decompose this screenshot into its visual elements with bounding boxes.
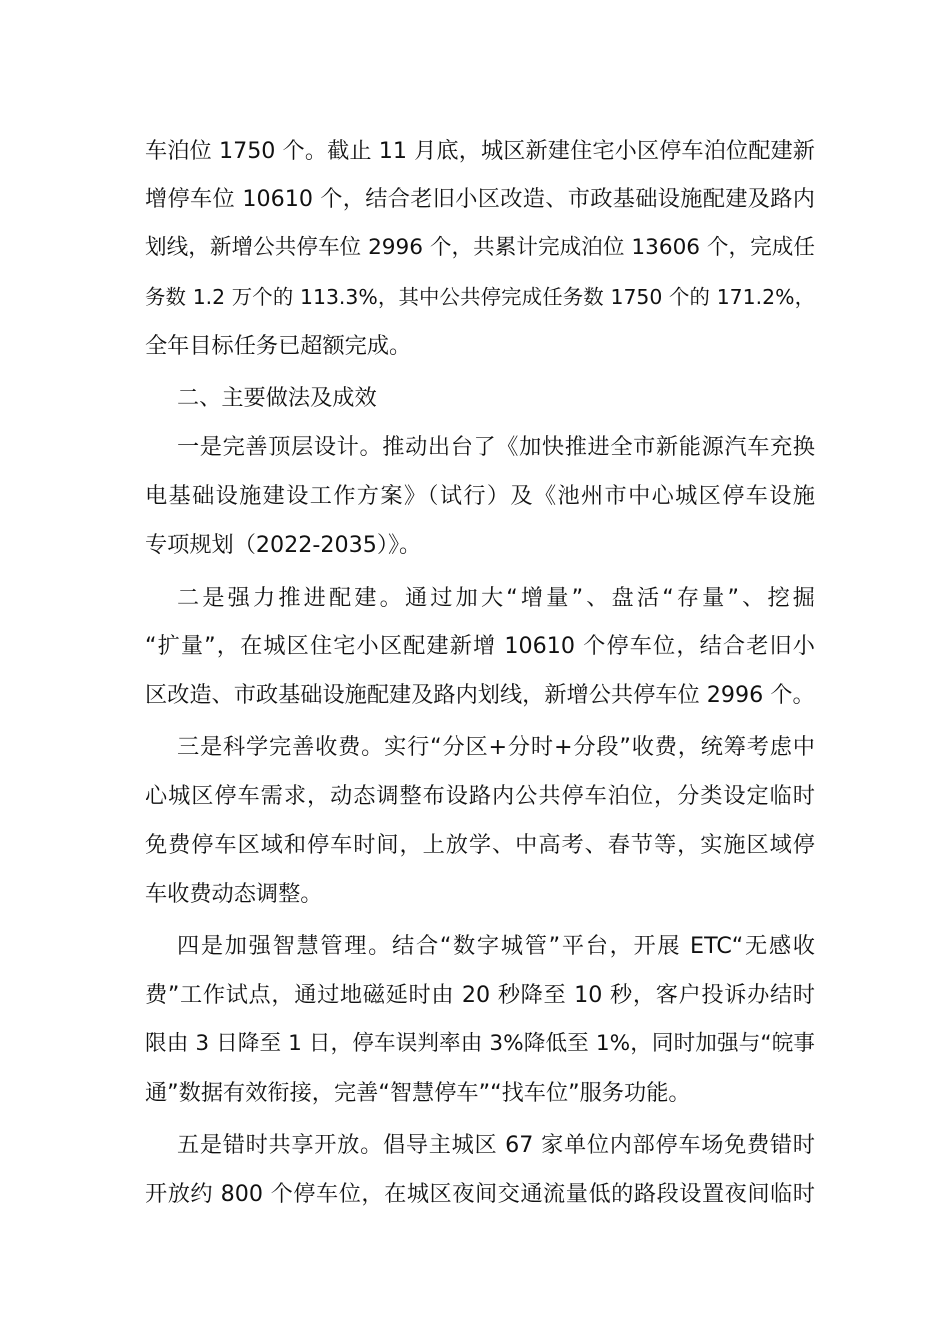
text-line: 三是科学完善收费。实行“分区+分时+分段”收费，统筹考虑中 bbox=[177, 734, 815, 760]
text-line: 一是完善顶层设计。推动出台了《加快推进全市新能源汽车充换 bbox=[177, 434, 815, 460]
text-line: 专项规划（2022-2035）》。 bbox=[145, 532, 422, 558]
text-line: 二是强力推进配建。通过加大“增量”、盘活“存量”、挖掘 bbox=[177, 585, 815, 611]
text-line: 限由 3 日降至 1 日，停车误判率由 3%降低至 1%，同时加强与“皖事 bbox=[145, 1031, 815, 1056]
text-line: 五是错时共享开放。倡导主城区 67 家单位内部停车场免费错时 bbox=[177, 1132, 815, 1158]
text-line: 电基础设施建设工作方案》（试行）及《池州市中心城区停车设施 bbox=[145, 483, 815, 509]
text-line: 全年目标任务已超额完成。 bbox=[145, 333, 412, 359]
text-line: 费”工作试点，通过地磁延时由 20 秒降至 10 秒，客户投诉办结时 bbox=[145, 982, 815, 1008]
text-line: 免费停车区域和停车时间，上放学、中高考、春节等，实施区域停 bbox=[145, 832, 815, 858]
section-heading: 二、主要做法及成效 bbox=[177, 385, 377, 411]
text-line: 划线，新增公共停车位 2996 个，共累计完成泊位 13606 个，完成任 bbox=[145, 235, 815, 260]
text-line: 开放约 800 个停车位，在城区夜间交通流量低的路段设置夜间临时 bbox=[145, 1181, 815, 1207]
text-line: “扩量”，在城区住宅小区配建新增 10610 个停车位，结合老旧小 bbox=[145, 633, 815, 659]
text-line: 通”数据有效衔接，完善“智慧停车”“找车位”服务功能。 bbox=[145, 1080, 691, 1106]
text-line: 区改造、市政基础设施配建及路内划线，新增公共停车位 2996 个。 bbox=[145, 682, 815, 708]
text-line: 四是加强智慧管理。结合“数字城管”平台，开展 ETC“无感收 bbox=[177, 933, 815, 959]
text-line: 务数 1.2 万个的 113.3%，其中公共停完成任务数 1750 个的 171.2%， bbox=[145, 285, 815, 309]
text-line: 增停车位 10610 个，结合老旧小区改造、市政基础设施配建及路内 bbox=[145, 186, 815, 212]
text-line: 车泊位 1750 个。截止 11 月底，城区新建住宅小区停车泊位配建新 bbox=[145, 138, 815, 164]
text-line: 心城区停车需求，动态调整布设路内公共停车泊位，分类设定临时 bbox=[145, 783, 815, 809]
text-line: 车收费动态调整。 bbox=[145, 881, 323, 907]
